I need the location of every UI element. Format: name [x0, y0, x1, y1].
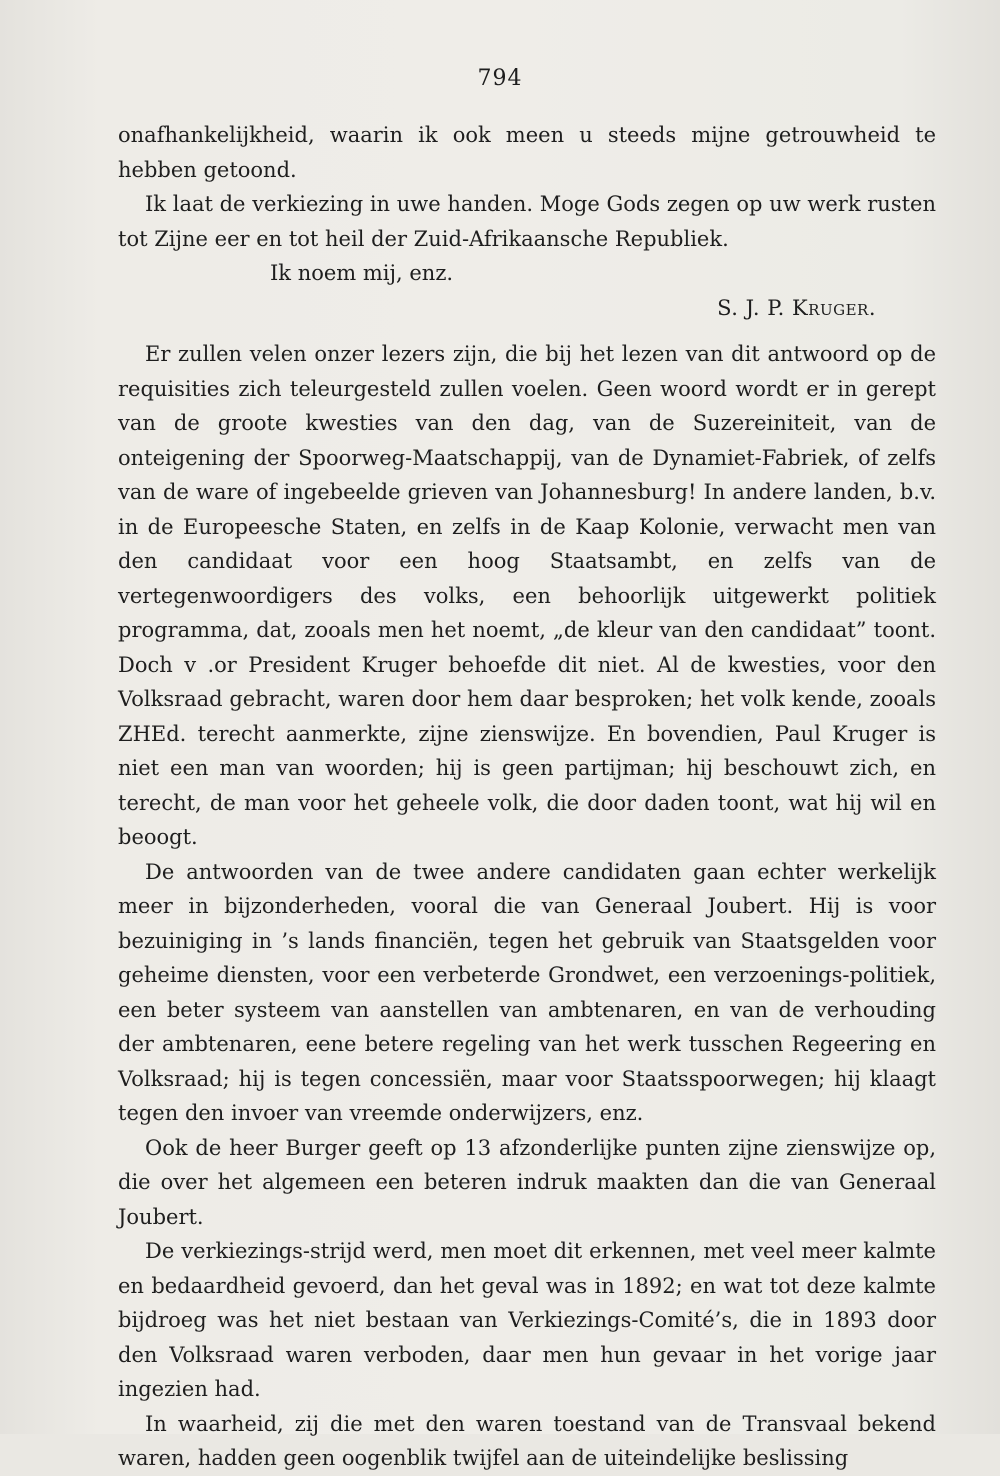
section-gap	[118, 325, 936, 337]
signature-name: Kruger.	[791, 295, 876, 320]
page-number: 794	[477, 66, 523, 91]
paragraph-continued: onafhankelijkheid, waarin ik ook meen u steeds mijne getrouwheid te hebben getoond.	[118, 123, 936, 182]
paragraph: De verkiezings-strijd werd, men moet dit erkennen, met veel meer kalmte en bedaardheid gevoerd, dan het geval was in 1892; en wat tot deze kalmte bijdroeg was het niet bestaan van Verkiezings-Comité’s, die in 1893 door den Volksraad waren verboden, daar men hun gevaar in het vorige jaar ingezien had.	[118, 1239, 936, 1401]
page-body	[118, 118, 936, 1476]
paragraph: Ook de heer Burger geeft op 13 afzonderlijke punten zijne zienswijze op, die over het algemeen een beteren indruk maakten dan die van Generaal Joubert.	[118, 1135, 936, 1229]
paragraph: Ik laat de verkiezing in uwe handen. Moge Gods zegen op uw werk rusten tot Zijne eer en tot heil der Zuid-Afrikaansche Republiek.	[118, 192, 936, 251]
paragraph: In waarheid, zij die met den waren toestand van de Transvaal bekend waren, hadden geen oogenblik twijfel aan de uiteindelijke beslissing	[118, 1411, 936, 1470]
letter-signature	[118, 291, 936, 326]
paragraph: Er zullen velen onzer lezers zijn, die bij het lezen van dit antwoord op de requisities zich teleurgesteld zullen voelen. Geen woord wordt er in gerept van de groote kwesties van den dag, van de Suzereiniteit, van de onteigening der Spoorweg-Maatschappij, van de Dynamiet-Fabriek, of zelfs van de ware of ingebeelde grieven van Johannesburg! In andere landen, b.v. in de Europeesche Staten, en zelfs in de Kaap Kolonie, verwacht men van den candidaat voor een hoog Staatsambt, en zelfs van de vertegenwoordigers des volks, een behoorlijk uitgewerkt politiek programma, dat, zooals men het noemt, „de kleur van den candidaat” toont. Doch v .or President Kruger behoefde dit niet. Al de kwesties, voor den Volksraad gebracht, waren door hem daar besproken; het volk kende, zooals ZHEd. terecht aanmerkte, zijne zienswijze. En bovendien, Paul Kruger is niet een man van woorden; hij is geen partijman; hij beschouwt zich, en terecht, de man voor het geheele volk, die door daden toont, wat hij wil en beoogt.	[118, 342, 936, 849]
signature-initials: S. J. P.	[717, 295, 785, 320]
paragraph: De antwoorden van de twee andere candidaten gaan echter werkelijk meer in bijzonderheden, vooral die van Generaal Joubert. Hij is voor bezuiniging in ’s lands financiën, tegen het gebruik van Staatsgelden voor geheime diensten, voor een verbeterde Grondwet, een verzoenings-politiek, een beter systeem van aanstellen van ambtenaren, en van de verhouding der ambtenaren, eene betere regeling van het werk tusschen Regeering en Volksraad; hij is tegen concessiën, maar voor Staatsspoorwegen; hij klaagt tegen den invoer van vreemde onderwijzers, enz.	[118, 859, 936, 1125]
letter-closing: Ik noem mij, enz.	[270, 261, 454, 285]
